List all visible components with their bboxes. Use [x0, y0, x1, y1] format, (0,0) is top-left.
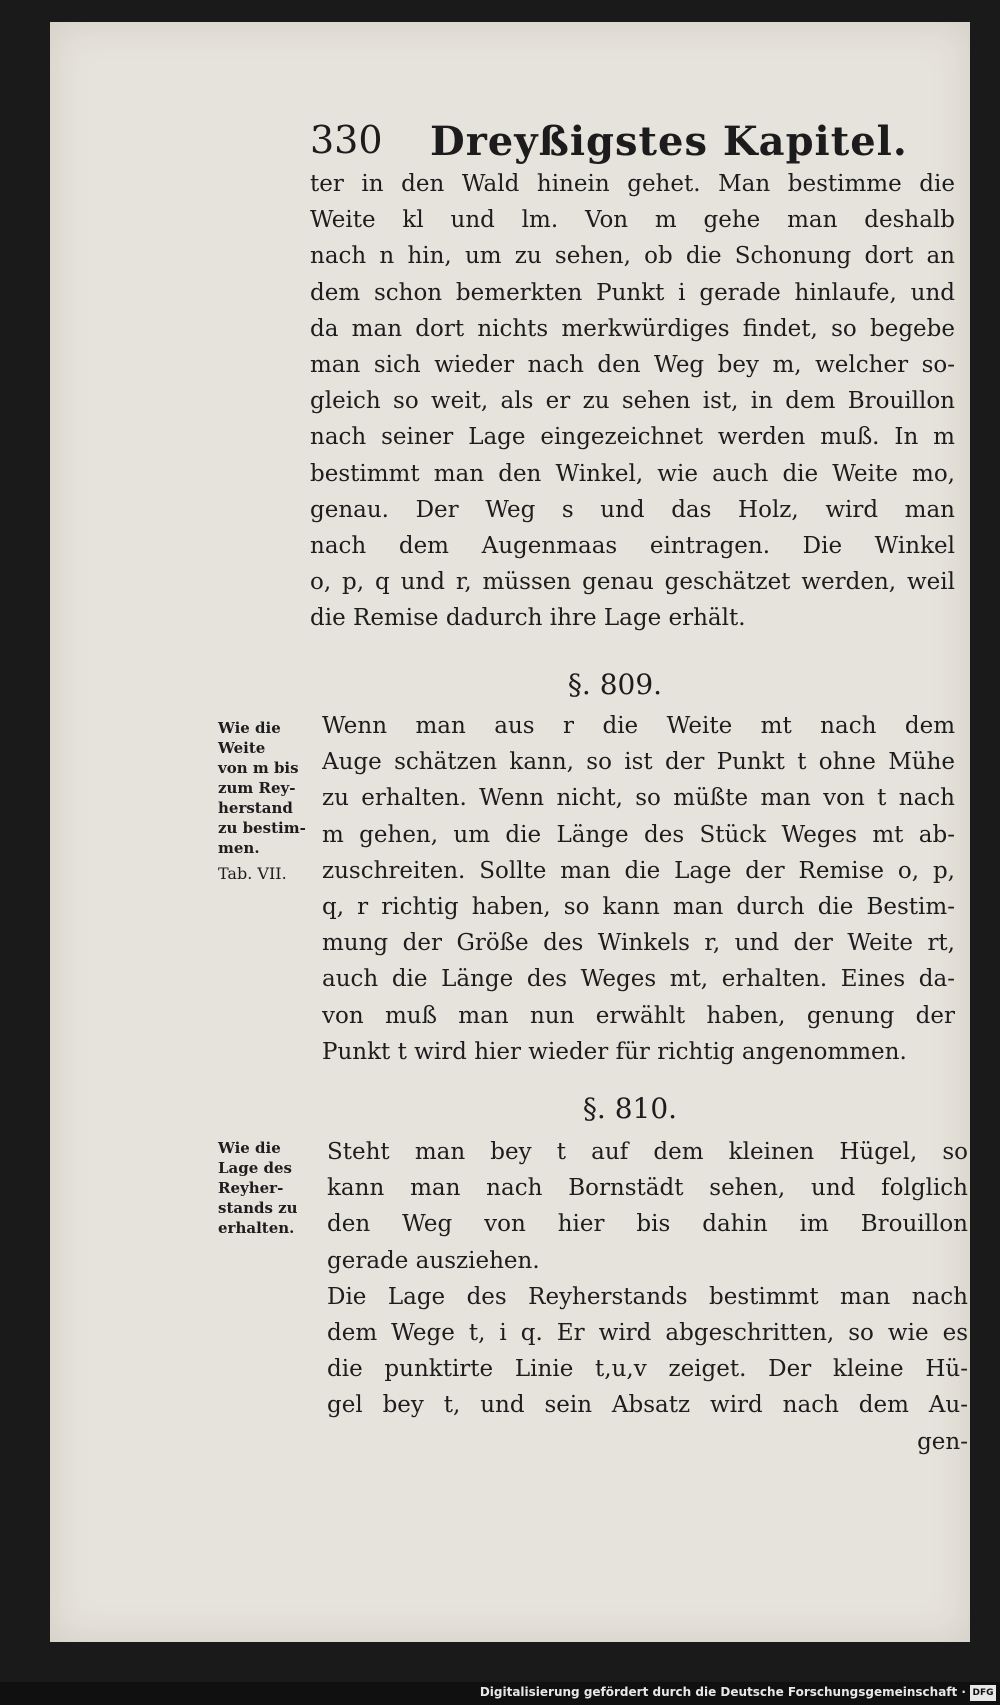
paragraph-1 [310, 166, 955, 637]
text-line: die punktirte Linie t,u,v zeiget. Der kleine Hü- [327, 1356, 968, 1383]
text-line: auch die Länge des Weges mt, erhalten. Eines da- [322, 966, 955, 993]
text-line: nach seiner Lage eingezeichnet werden muß. In m [310, 424, 955, 451]
text-line: o, p, q und r, müssen genau geschätzet werden, weil [310, 569, 955, 596]
text-line: mung der Größe des Winkels r, und der Weite rt, [322, 930, 955, 957]
text-line: Wenn man aus r die Weite mt nach dem [322, 713, 955, 739]
text-line: den Weg von hier bis dahin im Brouillon [327, 1211, 968, 1238]
margin-note-line: Weite [218, 739, 266, 757]
plate-reference: Tab. VII. [218, 864, 287, 883]
margin-note-line: Lage des [218, 1159, 292, 1177]
text-line: genau. Der Weg s und das Holz, wird man [310, 496, 955, 523]
margin-note-810 [218, 1138, 310, 1238]
text-line: von muß man nun erwählt haben, genung der [322, 1002, 955, 1029]
section-number-810: §. 810. [582, 1092, 678, 1125]
text-line: dem Wege t, i q. Er wird abgeschritten, so wie es [327, 1320, 968, 1347]
paragraph-810 [327, 1134, 968, 1460]
text-line: Auge schätzen kann, so ist der Punkt t ohne Mühe [322, 749, 955, 776]
text-line: da man dort nichts merkwürdiges findet, so begebe [310, 315, 955, 342]
text-line: zuschreiten. Sollte man die Lage der Remise o, p, [322, 857, 955, 884]
text-line: man sich wieder nach den Weg bey m, welcher so- [310, 352, 955, 379]
margin-note-line: men. [218, 839, 260, 857]
margin-note-line: zum Rey- [218, 779, 296, 797]
text-line: gel bey t, und sein Absatz wird nach dem Au- [327, 1392, 968, 1419]
text-line: Steht man bey t auf dem kleinen Hügel, so [327, 1139, 968, 1165]
margin-note-line: Wie die [218, 1139, 281, 1157]
text-line: kann man nach Bornstädt sehen, und folglich [327, 1175, 968, 1202]
text-line: Punkt t wird hier wieder für richtig angenommen. [322, 1038, 907, 1065]
margin-note-line: von m bis [218, 759, 299, 777]
margin-note-line: Wie die [218, 719, 281, 737]
text-line: nach dem Augenmaas eintragen. Die Winkel [310, 533, 955, 560]
margin-note-line: zu bestim- [218, 819, 306, 837]
text-line: q, r richtig haben, so kann man durch die Bestim- [322, 894, 955, 921]
text-line: nach n hin, um zu sehen, ob die Schonung dort an [310, 243, 955, 270]
text-line: ter in den Wald hinein gehet. Man bestimme die [310, 171, 955, 197]
running-title: Dreyßigstes Kapitel. [430, 118, 908, 165]
margin-note-line: erhalten. [218, 1219, 295, 1237]
text-line: bestimmt man den Winkel, wie auch die Weite mo, [310, 460, 955, 487]
margin-note-809 [218, 718, 310, 884]
digitization-footer [0, 1682, 1000, 1705]
text-line: Weite kl und lm. Von m gehe man deshalb [310, 207, 955, 234]
funding-credit: Digitalisierung gefördert durch die Deutsche Forschungsgemeinschaft · [479, 1685, 966, 1699]
page-number: 330 [310, 118, 383, 162]
margin-note-line: Reyher- [218, 1179, 284, 1197]
text-line: Die Lage des Reyherstands bestimmt man nach [327, 1283, 968, 1310]
text-line: die Remise dadurch ihre Lage erhält. [310, 605, 746, 632]
text-line: m gehen, um die Länge des Stück Weges mt ab- [322, 821, 955, 848]
section-number-809: §. 809. [567, 668, 663, 701]
text-line: gleich so weit, als er zu sehen ist, in dem Brouillon [310, 388, 955, 415]
text-line: gerade ausziehen. [327, 1247, 540, 1274]
catchword: gen- [917, 1428, 968, 1455]
margin-note-line: herstand [218, 799, 293, 817]
text-line: zu erhalten. Wenn nicht, so müßte man von t nach [322, 785, 955, 812]
text-line: dem schon bemerkten Punkt i gerade hinlaufe, und [310, 279, 955, 306]
dfg-logo-icon: DFG [970, 1685, 996, 1701]
paragraph-809 [322, 708, 955, 1070]
margin-note-line: stands zu [218, 1199, 298, 1217]
